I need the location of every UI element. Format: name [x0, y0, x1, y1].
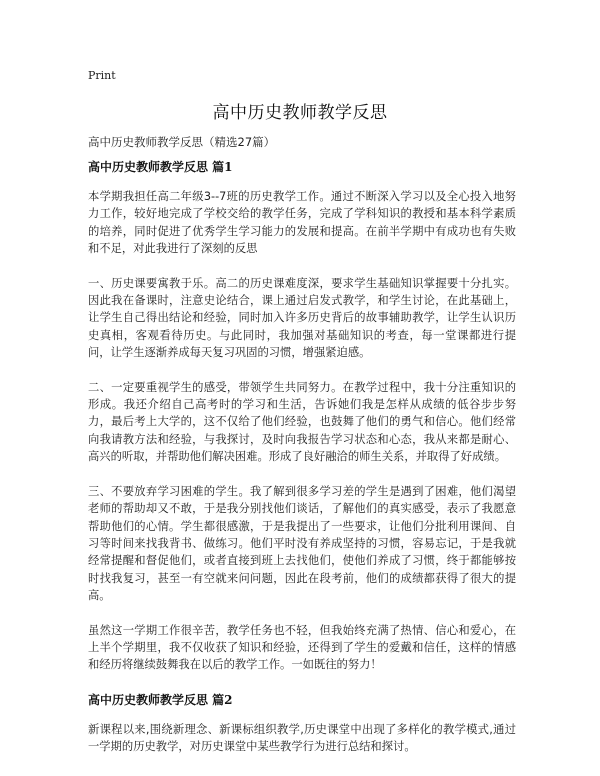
paragraph-1-5: 虽然这一学期工作很辛苦，教学任务也不轻，但我始终充满了热情、信心和爱心，在上半个学期里，我不仅收获了知识和经验，还得到了学生的爱戴和信任，这样的情感和经历将继续鼓舞我在以后的教学工作。一如既往的努力！ [88, 623, 516, 672]
paragraph-1-2: 一、历史课要寓教于乐。高二的历史课难度深，要求学生基础知识掌握要十分扎实。因此我在备课时，注意史论结合，课上通过启发式教学，和学生讨论，在此基础上，让学生自己得出结论和经验，同时加入许多历史背后的故事辅助教学，让学生认识历史真相，客观看待历史。与此同时，我加强对基础知识的考查，每一堂课都进行提问，让学生逐渐养成每天复习巩固的习惯，增强紧迫感。 [88, 276, 516, 360]
paragraph-2-1: 新课程以来,围绕新理念、新课标组织教学,历史课堂中出现了多样化的教学模式,通过一学期的历史教学，对历史课堂中某些教学行为进行总结和探讨。 [88, 722, 516, 754]
print-link[interactable]: Print [88, 69, 116, 82]
paragraph-1-1: 本学期我担任高二年级3--7班的历史教学工作。通过不断深入学习以及全心投入地努力工作，较好地完成了学校交给的教学任务，完成了学科知识的教授和基本科学素质的培养，同时促进了优秀学生学习能力的发展和提高。在前半学期中有成功也有失败和不足，对此我进行了深刻的反思 [88, 190, 516, 256]
paragraph-1-3: 二、一定要重视学生的感受，带领学生共同努力。在教学过程中，我十分注重知识的形成。我还介绍自己高考时的学习和生活，告诉她们我是怎样从成绩的低谷步步努力，最后考上大学的，这不仅给了他们经验，也鼓舞了他们的勇气和信心。他们经常向我请教方法和经验，与我探讨，及时向我报告学习状态和心态，我从来都是耐心、高兴的听取，并帮助他们解决困难。形成了良好融洽的师生关系，并取得了好成绩。 [88, 380, 516, 464]
document-body [88, 158, 516, 773]
paragraph-1-4: 三、不要放弃学习困难的学生。我了解到很多学习差的学生是遇到了困难，他们渴望老师的帮助却又不敢，于是我分别找他们谈话，了解他们的真实感受，表示了我愿意帮助他们的心情。学生都很感激，于是我提出了一些要求，让他们分批利用课间、自习等时间来找我背书、做练习。他们平时没有养成坚持的习惯，容易忘记，于是我就经常提醒和督促他们，或者直接到班上去找他们，使他们养成了习惯，终于都能够按时找我复习，甚至一有空就来问问题，因此在段考前，他们的成绩都获得了很大的提高。 [88, 484, 516, 603]
section-heading-1: 高中历史教师教学反思 篇1 [88, 160, 233, 174]
section-heading-2: 高中历史教师教学反思 篇2 [88, 692, 233, 707]
document-title: 高中历史教师教学反思 [212, 103, 388, 123]
document-subtitle: 高中历史教师教学反思（精选27篇） [88, 135, 276, 149]
